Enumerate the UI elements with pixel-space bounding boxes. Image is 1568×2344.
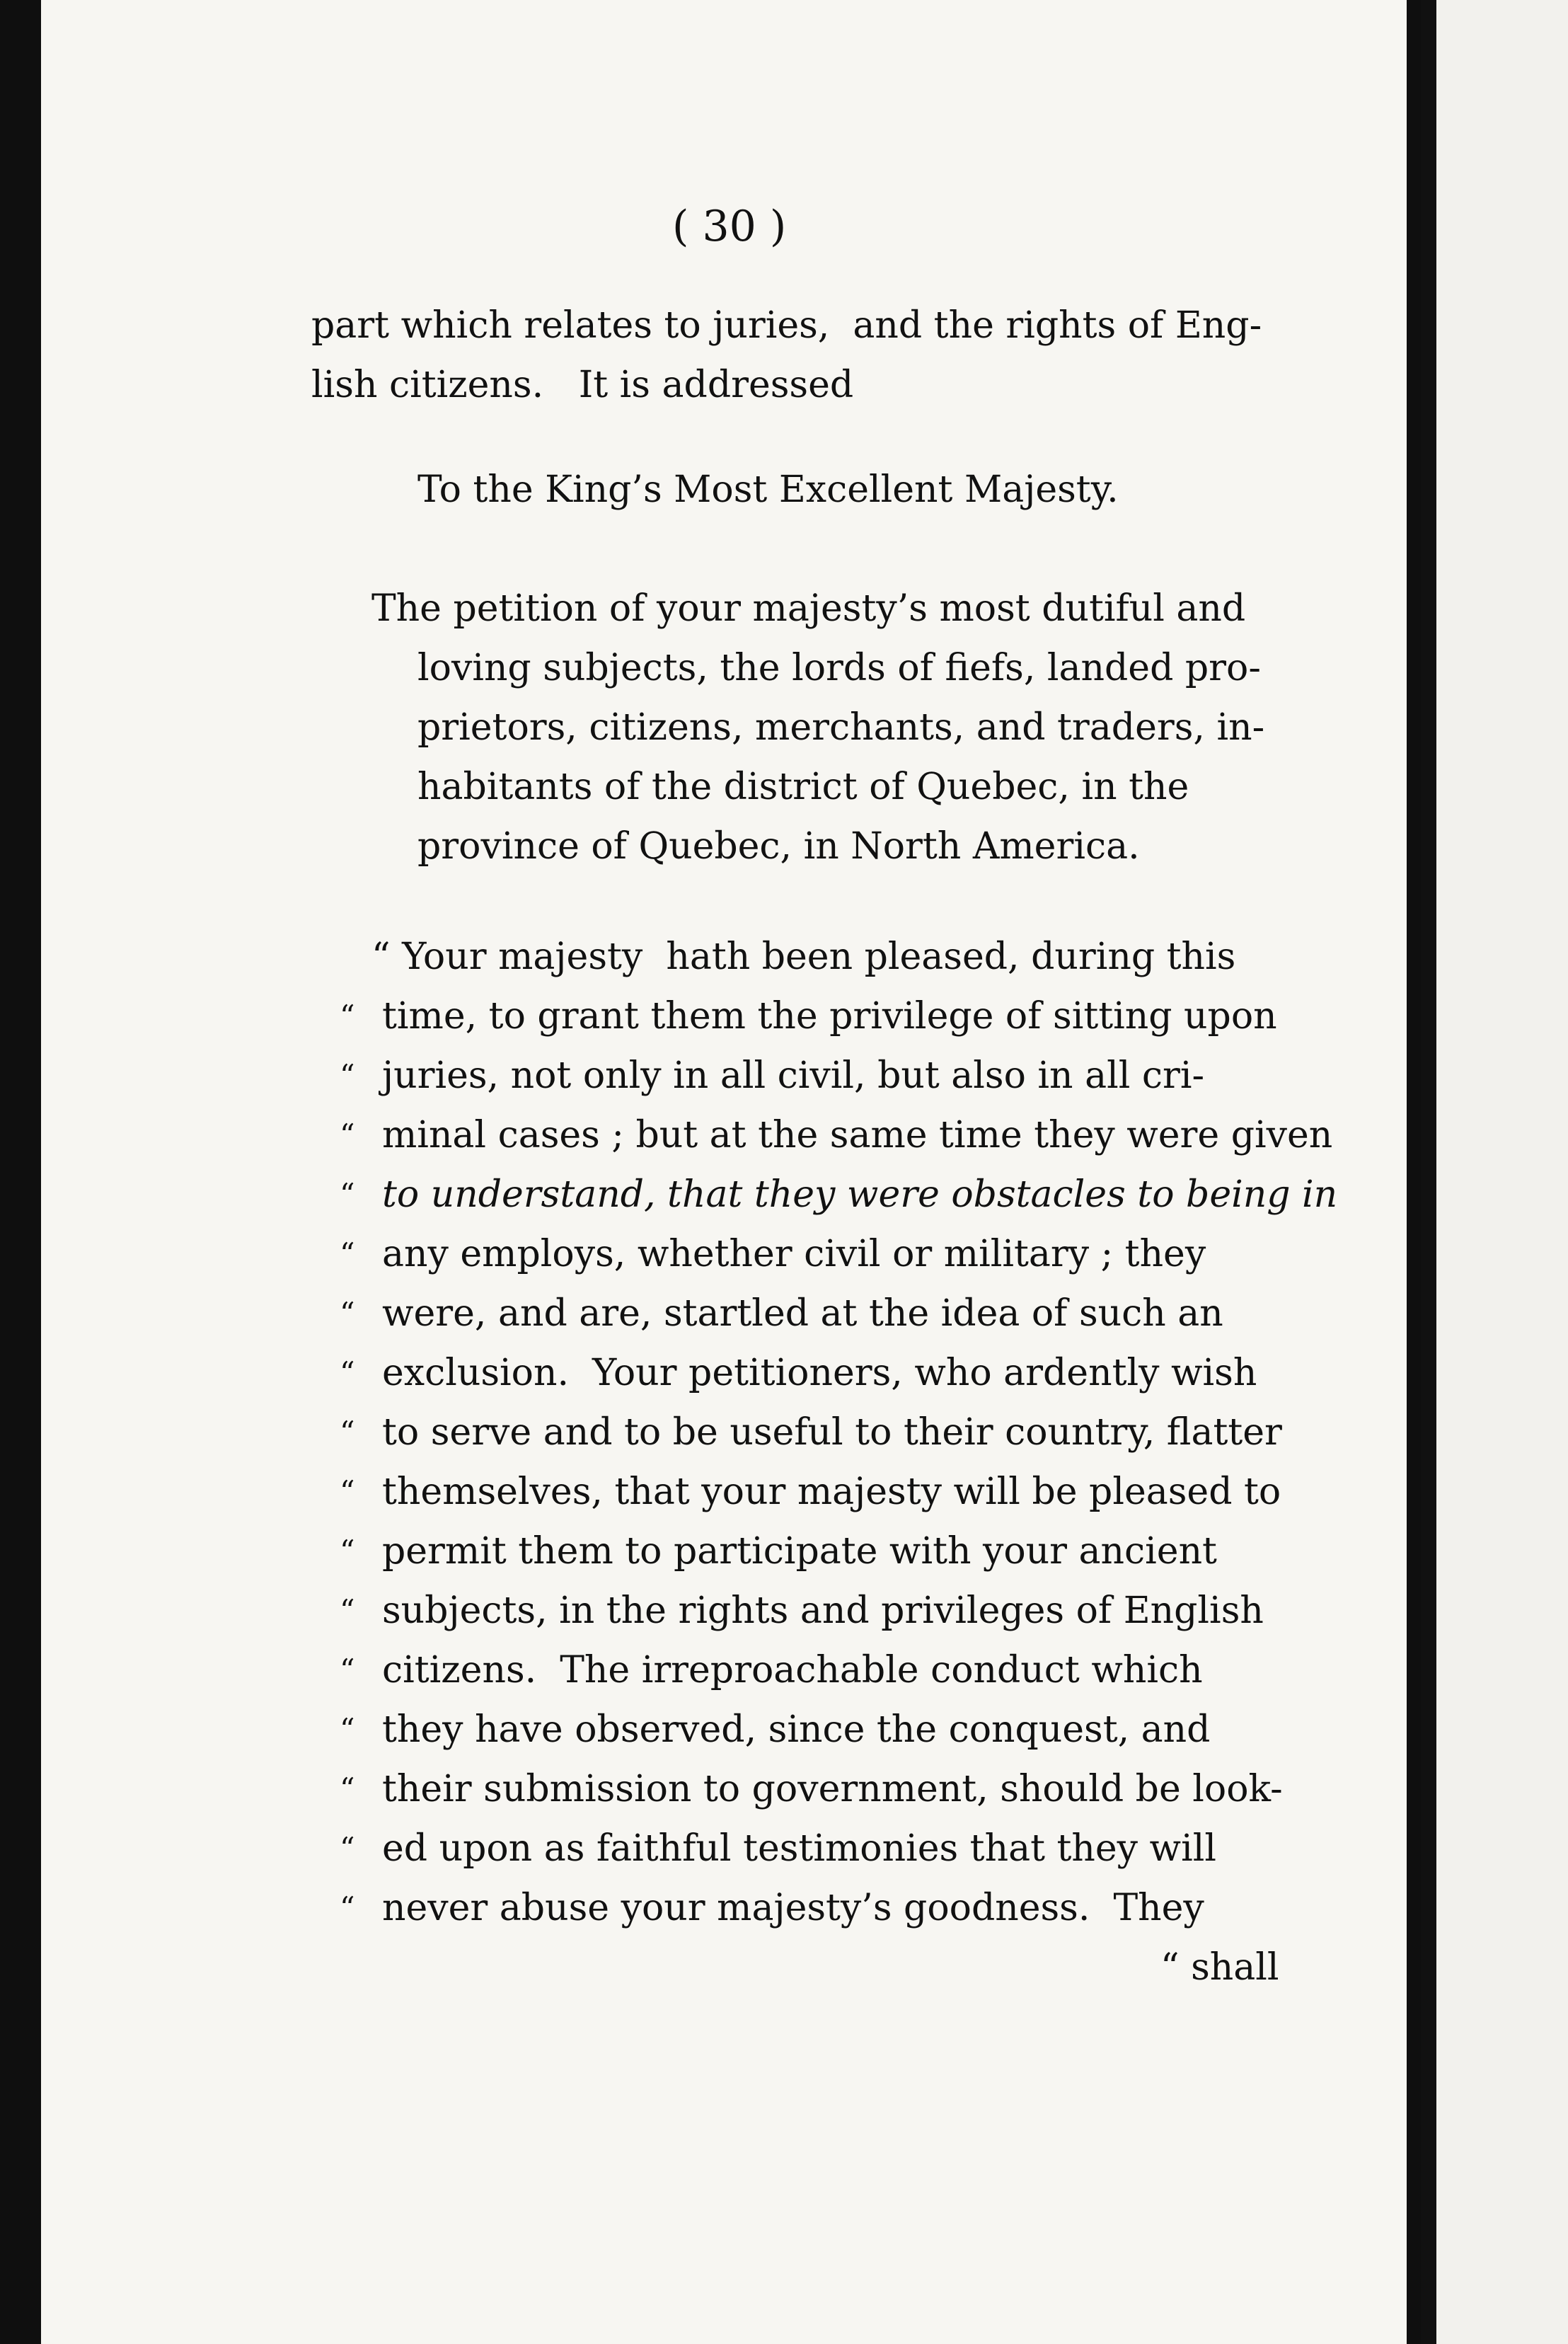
quote-line-10: themselves, that your majesty will be pleased to [382,1471,1281,1513]
quote-line-5: to understand, that they were obstacles to being in [382,1173,1338,1216]
quote-line-17: never abuse your majesty’s goodness. They [382,1887,1204,1929]
quote-mark: “ [340,1236,355,1271]
quote-mark: “ [340,1771,355,1806]
quote-line-3: juries, not only in all civil, but also in all cri- [382,1055,1205,1097]
petition-intro-line-1: The petition of your majesty’s most dutiful and [371,587,1246,630]
quote-line-8: exclusion. Your petitioners, who ardently wish [382,1352,1257,1394]
quote-mark: “ [340,1890,355,1925]
intro-line-1: part which relates to juries, and the rights of Eng- [311,304,1262,347]
quote-mark: “ [340,1712,355,1747]
quote-mark: “ [340,1177,355,1212]
quote-line-1: “ Your majesty hath been pleased, during this [371,936,1236,978]
quote-mark: “ [340,1534,355,1568]
quote-mark: “ [340,1415,355,1449]
quote-line-11: permit them to participate with your ancient [382,1530,1217,1573]
facing-page-edge [1436,0,1568,2344]
quote-line-4: minal cases ; but at the same time they were given [382,1114,1333,1156]
petition-intro-line-3: prietors, citizens, merchants, and traders, in- [417,706,1265,749]
petition-heading: To the King’s Most Excellent Majesty. [417,469,1119,511]
quote-line-12: subjects, in the rights and privileges of English [382,1590,1264,1632]
quote-mark: “ [340,1593,355,1628]
quote-mark: “ [340,1474,355,1509]
quote-line-13: citizens. The irreproachable conduct which [382,1649,1203,1691]
quote-mark: “ [340,999,355,1033]
quote-line-7: were, and are, startled at the idea of such an [382,1292,1223,1335]
quote-line-15: their submission to government, should be look- [382,1768,1283,1810]
petition-intro-line-4: habitants of the district of Quebec, in the [417,766,1189,808]
quote-line-9: to serve and to be useful to their country, flatter [382,1411,1282,1454]
petition-intro-line-2: loving subjects, the lords of fiefs, landed pro- [417,647,1261,689]
quote-mark: “ [340,1058,355,1093]
binding-edge [1421,0,1436,2344]
intro-line-2: lish citizens. It is addressed [311,364,854,406]
catchword: “ shall [1160,1946,1279,1989]
quote-mark: “ [340,1355,355,1390]
quote-line-14: they have observed, since the conquest, and [382,1708,1211,1751]
page-number: ( 30 ) [672,202,787,251]
quote-line-6: any employs, whether civil or military ; they [382,1233,1206,1275]
quote-mark: “ [340,1831,355,1866]
quote-line-16: ed upon as faithful testimonies that they will [382,1827,1216,1870]
quote-mark: “ [340,1118,355,1152]
petition-intro-line-5: province of Quebec, in North America. [417,825,1140,868]
quote-mark: “ [340,1653,355,1687]
quote-mark: “ [340,1296,355,1331]
quote-line-2: time, to grant them the privilege of sitting upon [382,995,1277,1038]
